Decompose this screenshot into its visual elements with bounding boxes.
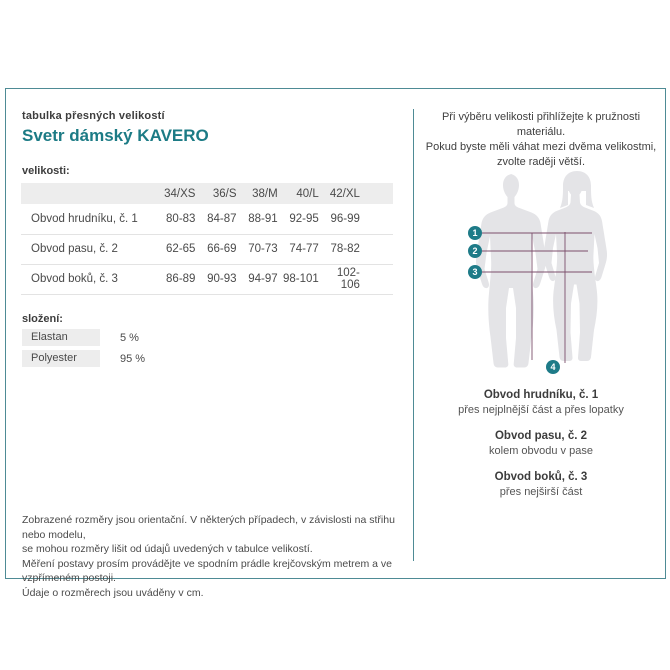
product-title: Svetr dámský KAVERO (22, 126, 209, 145)
marker-4-height: 4 (546, 360, 560, 374)
male-silhouette (476, 174, 546, 368)
row-label: Obvod hrudníku, č. 1 (21, 204, 154, 234)
marker-3-hips: 3 (468, 265, 482, 279)
measure-title: Obvod hrudníku, č. 1 (483, 389, 599, 401)
size-column-header: 36/S (195, 183, 236, 204)
cell-value: 92-95 (278, 204, 319, 234)
note-line: Měření postavy prosím provádějte ve spodním prádle krejčovským metrem a ve vzpřímeném postoji. (22, 557, 392, 584)
cell-value: 90-93 (195, 264, 236, 294)
size-column-header: 42/XL (319, 183, 360, 204)
cell-value: 70-73 (237, 234, 278, 264)
size-column-header: 40/L (278, 183, 319, 204)
row-label: Obvod pasu, č. 2 (21, 234, 154, 264)
measure-title: Obvod boků, č. 3 (494, 471, 588, 483)
cell-value: 98-101 (278, 264, 319, 294)
advice-line: Při výběru velikosti přihlížejte k pružnosti materiálu. (441, 111, 641, 138)
note-line: Zobrazené rozměry jsou orientační. V některých případech, v závislosti na střihu nebo modelu, (22, 514, 395, 541)
material-name: Elastan (22, 329, 100, 346)
cell-value: 62-65 (154, 234, 195, 264)
marker-1-chest: 1 (468, 226, 482, 240)
advice-line: zvolte raději větší. (496, 156, 586, 168)
material-percent: 5 % (120, 331, 139, 344)
content-frame (5, 88, 666, 599)
cell-value: 88-91 (237, 204, 278, 234)
row-label: Obvod boků, č. 3 (21, 264, 154, 294)
size-column-header: 38/M (237, 183, 278, 204)
material-name: Polyester (22, 350, 100, 367)
marker-2-waist: 2 (468, 244, 482, 258)
cell-value: 74-77 (278, 234, 319, 264)
cell-value: 84-87 (195, 204, 236, 234)
note-line: se mohou rozměry lišit od údajů uvedených v tabulce velikostí. (22, 543, 313, 555)
measure-desc: kolem obvodu v pase (489, 445, 593, 457)
cell-value: 86-89 (154, 264, 195, 294)
cell-value: 78-82 (319, 234, 360, 264)
measure-desc: přes nejplnější část a přes lopatky (458, 404, 624, 416)
material-percent: 95 % (120, 352, 146, 365)
sizes-section-label: velikosti: (22, 165, 70, 177)
measurement-legend (418, 389, 664, 512)
table-eyebrow-label: tabulka přesných velikostí (22, 110, 165, 122)
cell-value: 80-83 (154, 204, 195, 234)
cell-value: 102-106 (319, 264, 360, 294)
size-column-header: 34/XS (154, 183, 195, 204)
measure-title: Obvod pasu, č. 2 (494, 430, 588, 442)
cell-value: 66-69 (195, 234, 236, 264)
cell-value: 94-97 (237, 264, 278, 294)
cell-value: 96-99 (319, 204, 360, 234)
female-silhouette (543, 174, 607, 361)
advice-line: Pokud byste měli váhat mezi dvěma velikostmi, (425, 141, 657, 153)
note-line: Údaje o rozměrech jsou uváděny v cm. (22, 586, 204, 599)
composition-section-label: složení: (22, 313, 63, 325)
measure-desc: přes nejširší část (499, 486, 583, 498)
